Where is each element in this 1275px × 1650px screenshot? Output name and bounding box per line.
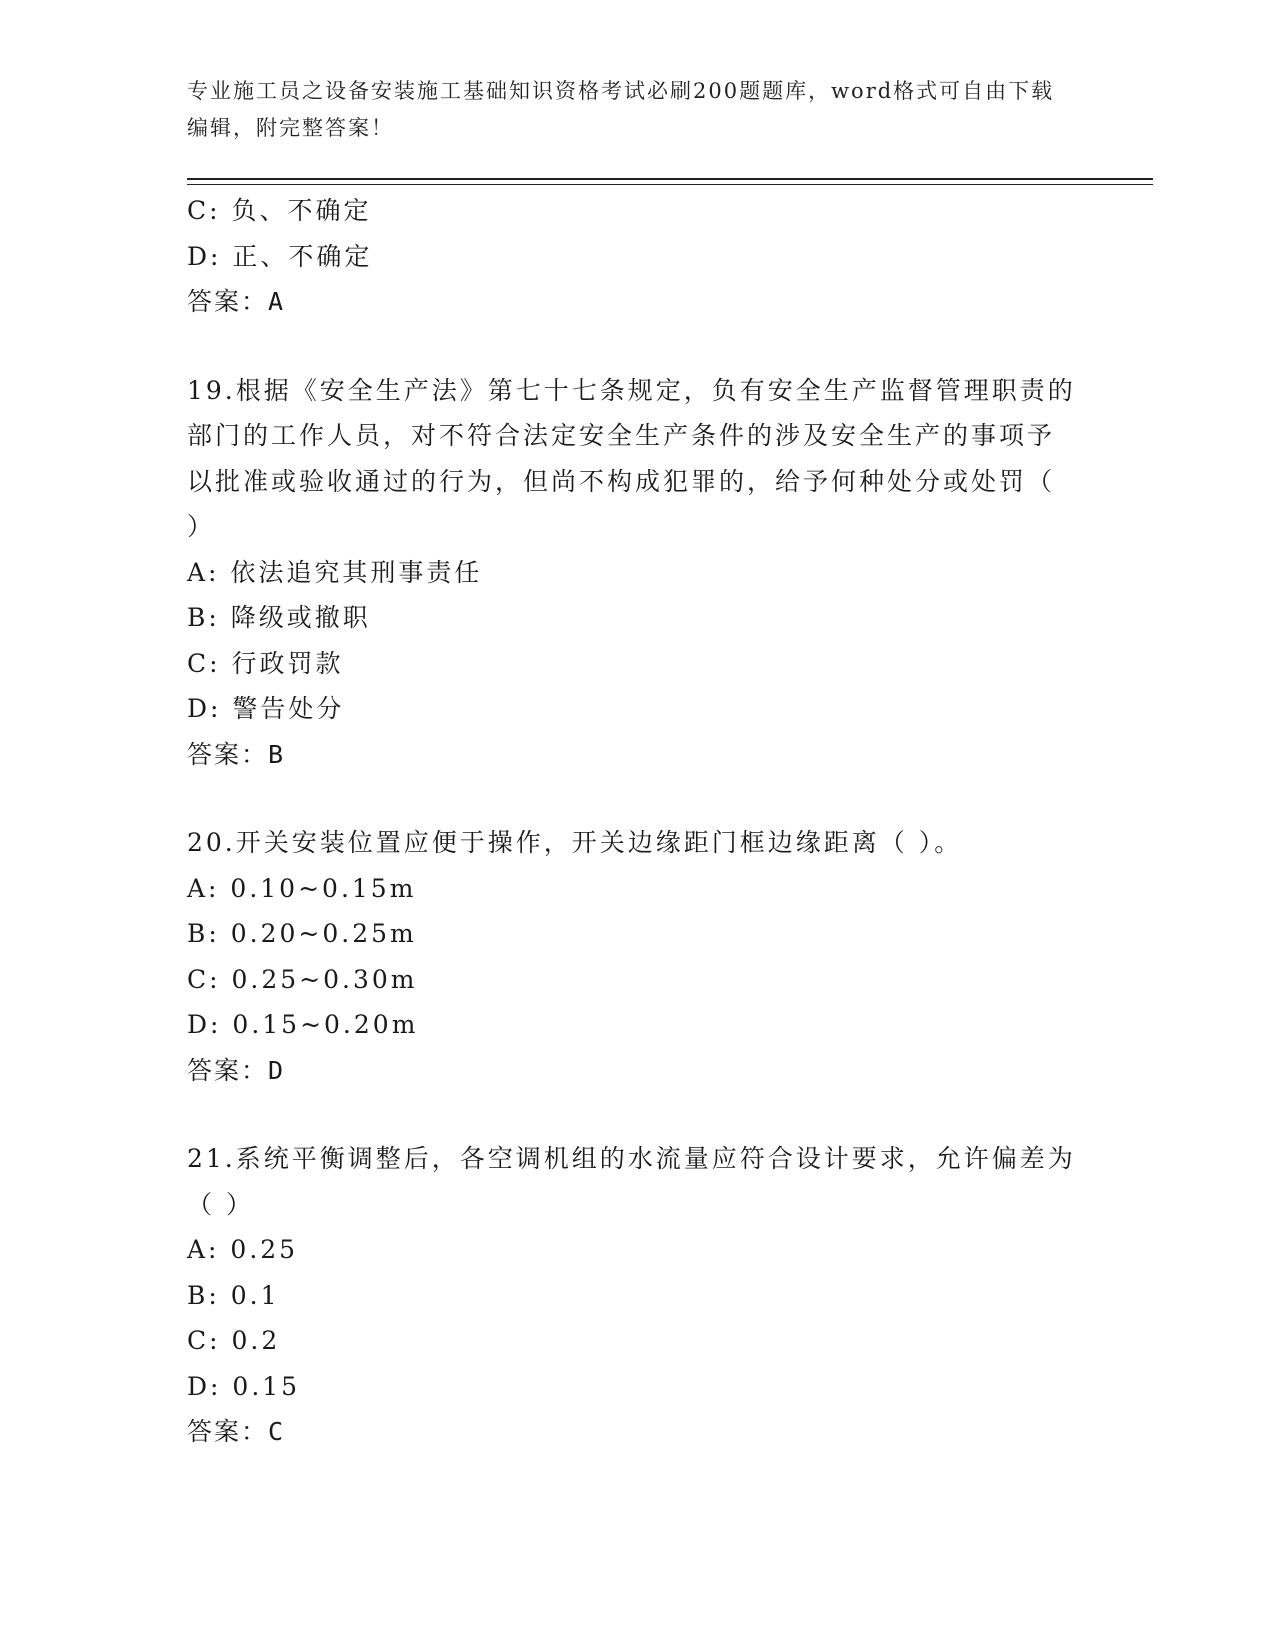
question-stem: 20.开关安装位置应便于操作，开关边缘距门框边缘距离（ ）。	[187, 828, 963, 857]
question-21	[187, 1136, 1087, 1455]
option-b: B: 降级或撤职	[187, 603, 371, 632]
question-stem: 21.系统平衡调整后，各空调机组的水流量应符合设计要求，允许偏差为（ ）	[187, 1144, 1076, 1219]
option-c: C: 行政罚款	[187, 648, 344, 678]
option-d: D: 0.15~0.20m	[187, 1010, 419, 1039]
option-a: A: 0.25	[187, 1235, 299, 1264]
option-d: D: 正、不确定	[187, 241, 373, 271]
document-header-title: 专业施工员之设备安装施工基础知识资格考试必刷200题题库，word格式可自由下载编辑，附完整答案！	[187, 79, 1055, 140]
question-20	[187, 820, 1087, 1093]
answer-label: 答案：C	[187, 1417, 286, 1446]
option-b: B: 0.1	[187, 1280, 280, 1310]
spacer	[187, 777, 1087, 820]
option-d: D: 警告处分	[187, 694, 345, 723]
option-a: A: 依法追究其刑事责任	[187, 557, 483, 587]
question-19	[187, 368, 1087, 778]
option-c: C: 0.25~0.30m	[187, 964, 418, 994]
header-divider	[187, 178, 1153, 185]
answer-label: 答案：A	[187, 287, 286, 316]
question-list	[187, 188, 1087, 1455]
question-18-tail	[187, 188, 1087, 325]
answer-label: 答案：D	[187, 1055, 286, 1085]
spacer	[187, 325, 1087, 368]
option-c: C: 0.2	[187, 1326, 281, 1355]
option-a: A: 0.10~0.15m	[187, 873, 417, 903]
option-c: C: 负、不确定	[187, 196, 372, 225]
spacer	[187, 1093, 1087, 1136]
option-d: D: 0.15	[187, 1371, 301, 1401]
question-stem: 19.根据《安全生产法》第七十七条规定，负有安全生产监督管理职责的部门的工作人员，对不符合法定安全生产条件的涉及安全生产的事项予以批准或验收通过的行为，但尚不构成犯罪的，给予何种处分或处罚（ ）	[187, 375, 1076, 541]
option-b: B: 0.20~0.25m	[187, 919, 417, 948]
answer-label: 答案：B	[187, 739, 286, 769]
